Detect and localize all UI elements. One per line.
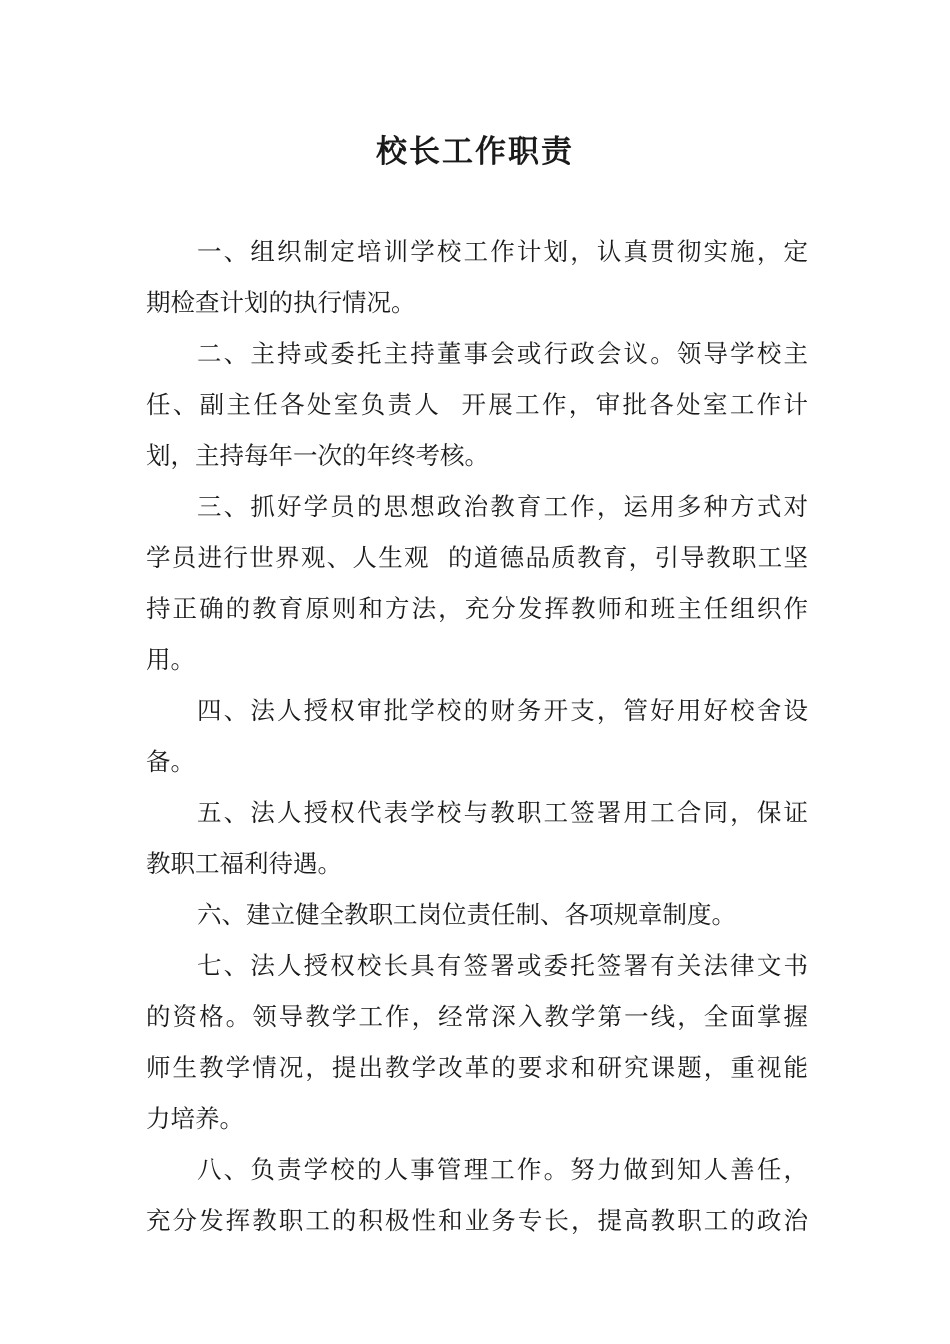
- paragraph-line: 用。: [146, 645, 195, 674]
- paragraph-first-line: 一、组织制定培训学校工作计划，认真贯彻实施，定: [197, 237, 808, 266]
- paragraph-line: 学员进行世界观、人生观 的道德品质教育，引导教职工坚: [146, 543, 808, 572]
- paragraph-first-line: 三、抓好学员的思想政治教育工作，运用多种方式对: [197, 492, 808, 521]
- paragraph-first-line: 二、主持或委托主持董事会或行政会议。领导学校主: [197, 339, 808, 368]
- paragraph-first-line: 四、法人授权审批学校的财务开支，管好用好校舍设: [197, 696, 808, 725]
- paragraph-line: 力培养。: [146, 1104, 244, 1133]
- document-body: [146, 226, 808, 1246]
- paragraph-line: 的资格。领导教学工作，经常深入教学第一线，全面掌握: [146, 1002, 808, 1031]
- paragraph-first-line: 七、法人授权校长具有签署或委托签署有关法律文书: [197, 951, 808, 980]
- document-title: 校长工作职责: [376, 134, 574, 170]
- paragraph-line: 任、副主任各处室负责人 开展工作，审批各处室工作计: [146, 390, 808, 419]
- paragraph-line: 教职工福利待遇。: [146, 849, 342, 878]
- paragraph-line: 持正确的教育原则和方法，充分发挥教师和班主任组织作: [146, 594, 808, 623]
- paragraph-first-line: 五、法人授权代表学校与教职工签署用工合同，保证: [197, 798, 808, 827]
- paragraph-line: 划，主持每年一次的年终考核。: [146, 441, 489, 470]
- paragraph-line: 期检查计划的执行情况。: [146, 288, 416, 317]
- paragraph-line: 充分发挥教职工的积极性和业务专长，提高教职工的政治: [146, 1206, 808, 1235]
- paragraph-first-line: 六、建立健全教职工岗位责任制、各项规章制度。: [197, 900, 736, 929]
- paragraph-first-line: 八、负责学校的人事管理工作。努力做到知人善任，: [197, 1155, 808, 1184]
- paragraph-line: 备。: [146, 747, 195, 776]
- paragraph-line: 师生教学情况，提出教学改革的要求和研究课题，重视能: [146, 1053, 808, 1082]
